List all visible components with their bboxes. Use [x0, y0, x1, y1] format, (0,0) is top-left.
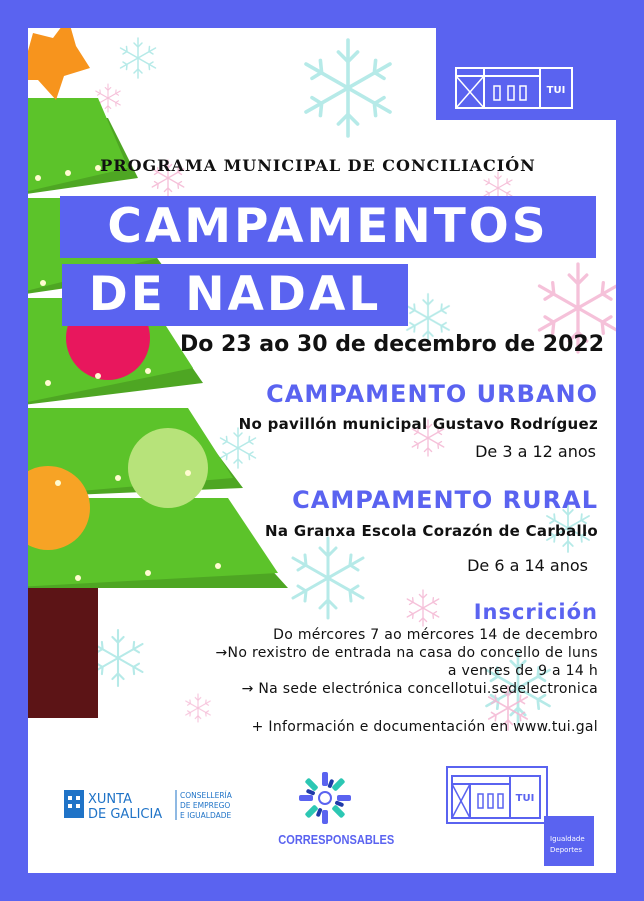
- tui-logo-text: TUI: [546, 85, 566, 96]
- tui-logo-icon: [436, 28, 616, 120]
- conselleria-text-3: E IGUALDADE: [180, 811, 232, 820]
- registration-line: a venres de 9 a 14 h: [447, 663, 598, 679]
- corresponsables-logo: [270, 770, 395, 860]
- registration-line: Do mércores 7 ao mércores 14 de decembro: [273, 627, 598, 643]
- registration-line: →No rexistro de entrada na casa do concello de luns: [215, 645, 598, 661]
- xunta-logo: [62, 786, 232, 826]
- tui-logo-text: TUI: [515, 793, 535, 804]
- corresponsables-text: CORRESPONSABLES: [278, 832, 395, 847]
- rural-camp-title: CAMPAMENTO RURAL: [292, 486, 598, 514]
- registration-line: → Na sede electrónica concellotui.sedelectronica: [241, 681, 598, 697]
- info-line: + Información e documentación en www.tui.gal: [251, 719, 598, 735]
- corresponsables-emblem-icon: [270, 770, 380, 830]
- rural-camp-ages: De 6 a 14 anos: [467, 556, 588, 575]
- snowflake-icon: [293, 538, 363, 618]
- title-line-1: CAMPAMENTOS: [60, 196, 596, 258]
- tui-logo-bottom: [446, 766, 548, 824]
- xunta-crest-icon: [62, 786, 232, 826]
- poster-content: [28, 28, 616, 873]
- igualdade-deportes-badge: [544, 816, 594, 866]
- xunta-text-2: DE GALICIA: [88, 807, 163, 822]
- rural-camp-place: Na Granxa Escola Corazón de Carballo: [265, 522, 598, 540]
- urban-camp-ages: De 3 a 12 anos: [475, 442, 596, 461]
- title-line-2: DE NADAL: [62, 264, 408, 326]
- conselleria-text-2: DE EMPREGO: [180, 801, 231, 810]
- deportes-text: Deportes: [550, 846, 582, 854]
- tui-logo-icon: [448, 768, 546, 822]
- tui-logo-top: [436, 28, 616, 120]
- event-dates: Do 23 ao 30 de decembro de 2022: [179, 332, 604, 357]
- conselleria-text-1: CONSELLERÍA: [180, 791, 232, 800]
- urban-camp-title: CAMPAMENTO URBANO: [266, 380, 598, 408]
- snowflake-icon: [221, 428, 256, 468]
- igualdade-text: Igualdade: [550, 835, 585, 843]
- urban-camp-place: No pavillón municipal Gustavo Rodríguez: [238, 415, 598, 433]
- christmas-tree-icon: [28, 28, 288, 718]
- snowflake-icon: [306, 40, 390, 136]
- snowflake-icon: [186, 694, 211, 722]
- snowflake-icon: [121, 38, 156, 78]
- xunta-text-1: XUNTA: [88, 792, 132, 807]
- program-header: PROGRAMA MUNICIPAL DE CONCILIACIÓN: [100, 156, 536, 175]
- registration-title: Inscrición: [473, 600, 598, 624]
